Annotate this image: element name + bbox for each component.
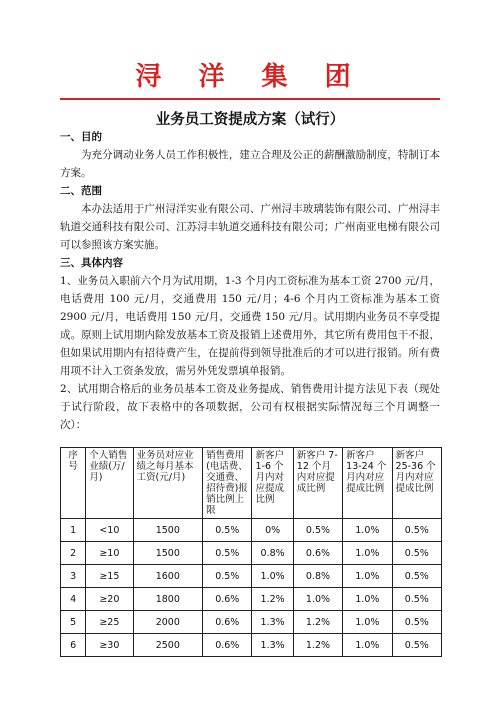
document-title: 业务员工资提成方案（试行）: [155, 112, 345, 128]
table-cell: 0%: [252, 519, 293, 542]
section-paragraph-probation: 1、业务员入职前六个月为试用期，1-3 个月内工资标准为基本工资 2700 元/月，电话费用 100 元/月，交通费用 150 元/月；4-6 个月内工资标准为基本工资 2900 元/月，电话费用 150 元/月，交通费 150 元/月。试用期内业务员不享受提成。原则上试用期内除发放基本工资及报销上述费用外，其它所有费用包干不报，但如果试用期内有招待费产生，在提前得到领导批准后的才可以进行报销。所有费用项不计入工资条发放，需另外凭发票填单报销。: [60, 275, 440, 377]
table-cell: 1.2%: [293, 634, 342, 657]
table-cell: ≥10: [86, 542, 133, 565]
section-heading-content: 三、具体内容: [60, 257, 123, 269]
header-cell-new-13-24: 新客户 13-24 个月内对应提成比例: [343, 448, 392, 519]
table-cell: ≥15: [86, 565, 133, 588]
table-cell: 3: [61, 565, 86, 588]
table-cell: 0.6%: [203, 611, 252, 634]
table-cell: 1.2%: [293, 611, 342, 634]
table-cell: 0.6%: [203, 588, 252, 611]
table-cell: 0.6%: [293, 542, 342, 565]
table-cell: 1.0%: [343, 611, 392, 634]
table-cell: ≥25: [86, 611, 133, 634]
table-cell: 1800: [133, 588, 203, 611]
header-divider: [60, 98, 440, 100]
table-cell: 2000: [133, 611, 203, 634]
table-cell: 0.8%: [252, 542, 293, 565]
header-cell-new-7-12: 新客户 7-12 个月内对应提成比例: [293, 448, 342, 519]
table-row: [61, 565, 442, 588]
table-cell: 0.5%: [293, 519, 342, 542]
table-row: [61, 542, 442, 565]
table-row: [61, 611, 442, 634]
table-cell: 0.5%: [392, 634, 441, 657]
document-body: [60, 128, 440, 434]
table-cell: 1: [61, 519, 86, 542]
table-cell: 2500: [133, 634, 203, 657]
table-cell: 1.0%: [343, 542, 392, 565]
table-cell: 6: [61, 634, 86, 657]
table-cell: 0.8%: [293, 565, 342, 588]
table-header-row: [61, 448, 442, 519]
table-row: [61, 634, 442, 657]
header-cell-index: 序号: [61, 448, 86, 519]
table-cell: 1.0%: [252, 565, 293, 588]
table-cell: 1.0%: [343, 519, 392, 542]
company-header: 浔 洋 集 团: [135, 62, 365, 92]
table-cell: 1.0%: [343, 588, 392, 611]
section-heading-scope: 二、范围: [60, 185, 102, 197]
table-cell: 0.5%: [392, 611, 441, 634]
table-cell: 1.2%: [252, 588, 293, 611]
table-cell: 1.3%: [252, 634, 293, 657]
header-cell-expense-ratio: 销售费用(电话费、交通费、招待费)报销比例上限: [203, 448, 252, 519]
header-cell-base-salary: 业务员对应业绩之每月基本工资(元/月): [133, 448, 203, 519]
table-cell: ≥30: [86, 634, 133, 657]
section-paragraph-scope: 本办法适用于广州浔洋实业有限公司、广州浔丰玻璃装饰有限公司、广州浔丰轨道交通科技有限公司、江苏浔丰轨道交通科技有限公司；广州南亚电梯有限公司可以参照该方案实施。: [60, 203, 440, 251]
table-cell: 1.0%: [293, 588, 342, 611]
table-cell: 1500: [133, 519, 203, 542]
table-row: [61, 588, 442, 611]
commission-table: [60, 447, 442, 657]
table-row: [61, 519, 442, 542]
table-cell: 0.5%: [392, 565, 441, 588]
table-cell: 1600: [133, 565, 203, 588]
table-cell: 0.6%: [203, 634, 252, 657]
table-cell: 0.5%: [203, 542, 252, 565]
table-cell: <10: [86, 519, 133, 542]
table-cell: 0.5%: [392, 588, 441, 611]
section-paragraph-purpose: 为充分调动业务人员工作积极性，建立合理及公正的薪酬激励制度，特制订本方案。: [60, 149, 440, 179]
table-cell: 2: [61, 542, 86, 565]
table-cell: ≥20: [86, 588, 133, 611]
header-cell-new-1-6: 新客户 1-6 个月内对应提成比例: [252, 448, 293, 519]
table-cell: 0.5%: [392, 519, 441, 542]
header-cell-new-25-36: 新客户 25-36 个月内对应提成比例: [392, 448, 441, 519]
table-cell: 1.3%: [252, 611, 293, 634]
table-cell: 0.5%: [203, 565, 252, 588]
section-paragraph-table-intro: 2、试用期合格后的业务员基本工资及业务提成、销售费用计提方法见下表（现处于试行阶段，故下表格中的各项数据，公司有权根据实际情况每三个月调整一次）：: [60, 383, 440, 431]
table-cell: 5: [61, 611, 86, 634]
table-cell: 4: [61, 588, 86, 611]
table-cell: 1.0%: [343, 634, 392, 657]
table-cell: 1.0%: [343, 565, 392, 588]
section-heading-purpose: 一、目的: [60, 131, 102, 143]
table-cell: 0.5%: [203, 519, 252, 542]
header-cell-sales: 个人销售业绩(万/月): [86, 448, 133, 519]
table-cell: 0.5%: [392, 542, 441, 565]
table-cell: 1500: [133, 542, 203, 565]
